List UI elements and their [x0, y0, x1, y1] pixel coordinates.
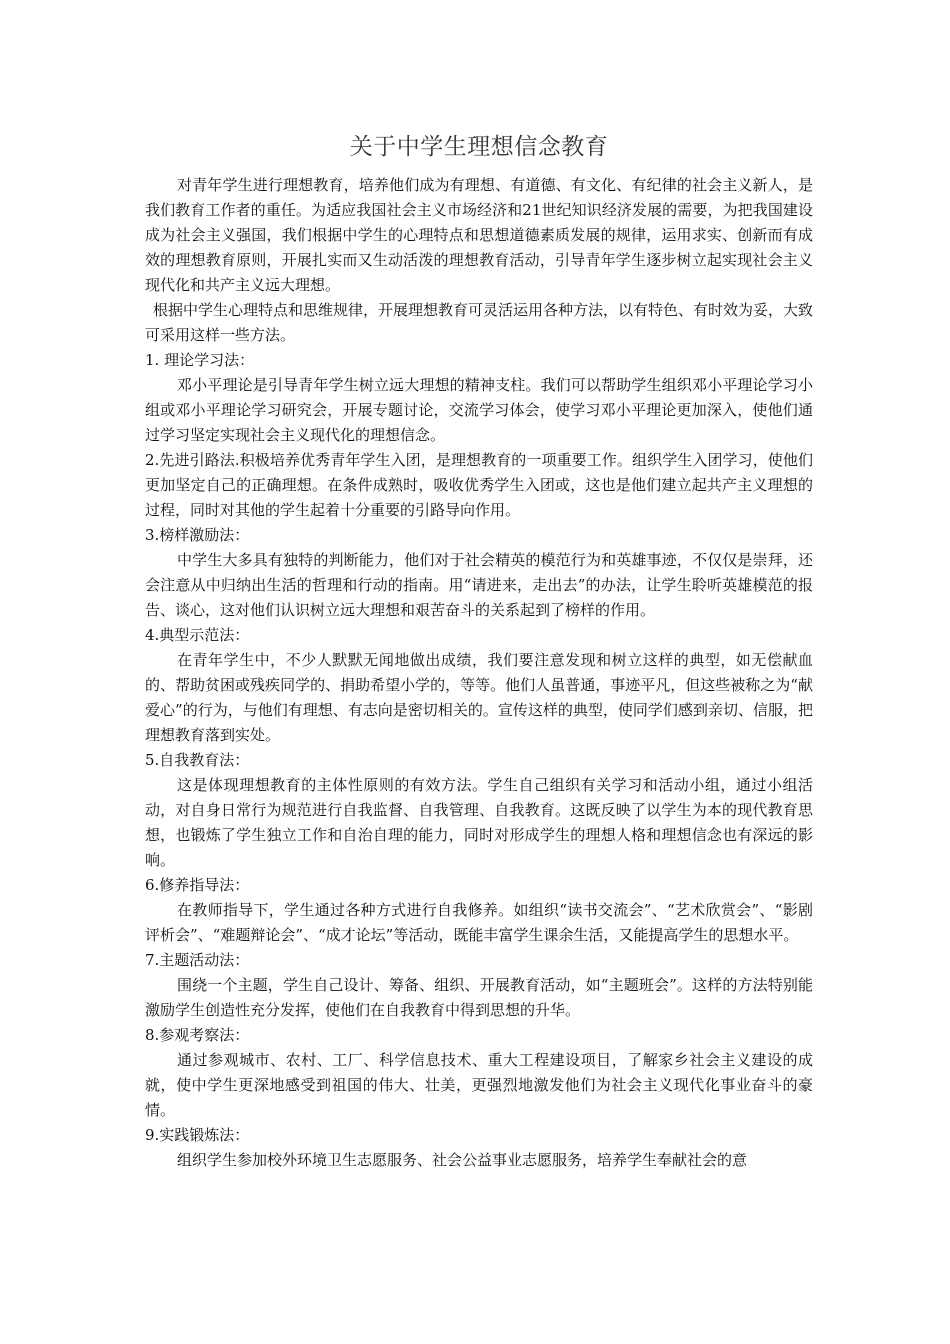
overview-paragraph: 根据中学生心理特点和思维规律，开展理想教育可灵活运用各种方法，以有特色、有时效为妥，大致可采用这样一些方法。 — [145, 301, 814, 344]
section-body: 围绕一个主题，学生自己设计、筹备、组织、开展教育活动，如“主题班会”。这样的方法特别能激励学生创造性充分发挥，使他们在自我教育中得到思想的升华。 — [145, 976, 813, 1019]
section-body: 通过参观城市、农村、工厂、科学信息技术、重大工程建设项目，了解家乡社会主义建设的成就，使中学生更深地感受到祖国的伟大、壮美，更强烈地激发他们为社会主义现代化事业奋斗的豪情。 — [145, 1051, 813, 1119]
section-heading: 8.参观考察法： — [145, 1026, 250, 1044]
document-page — [145, 128, 813, 1173]
section-body: 这是体现理想教育的主体性原则的有效方法。学生自己组织有关学习和活动小组，通过小组活动，对自身日常行为规范进行自我监督、自我管理、自我教育。这既反映了以学生为本的现代教育思想，也锻炼了学生独立工作和自治自理的能力，同时对形成学生的理想人格和理想信念也有深远的影响。 — [145, 776, 813, 869]
section-body: 在青年学生中，不少人默默无闻地做出成绩，我们要注意发现和树立这样的典型，如无偿献血的、帮助贫困或残疾同学的、捐助希望小学的，等等。他们人虽普通，事迹平凡，但这些被称之为“献爱心”的行为，与他们有理想、有志向是密切相关的。宣传这样的典型，使同学们感到亲切、信服，把理想教育落到实处。 — [145, 651, 813, 744]
section-heading: 1. 理论学习法： — [145, 351, 255, 369]
section-heading: 3.榜样激励法： — [145, 526, 250, 544]
section-heading: 6.修养指导法： — [145, 876, 250, 894]
section-heading: 5.自我教育法： — [145, 751, 250, 769]
section-body: 组织学生参加校外环境卫生志愿服务、社会公益事业志愿服务，培养学生奉献社会的意 — [177, 1151, 748, 1169]
section-body: 在教师指导下，学生通过各种方式进行自我修养。如组织“读书交流会”、“艺术欣赏会”、“影剧评析会”、“难题辩论会”、“成才论坛”等活动，既能丰富学生课余生活，又能提高学生的思想水平。 — [145, 901, 813, 944]
section-heading: 7.主题活动法： — [145, 951, 250, 969]
section-body: 邓小平理论是引导青年学生树立远大理想的精神支柱。我们可以帮助学生组织邓小平理论学习小组或邓小平理论学习研究会，开展专题讨论，交流学习体会，使学习邓小平理论更加深入，使他们通过学习坚定实现社会主义现代化的理想信念。 — [145, 376, 813, 444]
section-body: 中学生大多具有独特的判断能力，他们对于社会精英的模范行为和英雄事迹，不仅仅是崇拜，还会注意从中归纳出生活的哲理和行动的指南。用“请进来，走出去”的办法，让学生聆听英雄模范的报告、谈心，这对他们认识树立远大理想和艰苦奋斗的关系起到了榜样的作用。 — [145, 551, 813, 619]
section-heading: 2.先进引路法.积极培养优秀青年学生入团，是理想教育的一项重要工作。组织学生入团学习，使他们更加坚定自己的正确理想。在条件成熟时，吸收优秀学生入团或，这也是他们建立起共产主义理想的过程，同时对其他的学生起着十分重要的引路导向作用。 — [145, 451, 813, 519]
document-title: 关于中学生理想信念教育 — [349, 134, 609, 160]
section-heading: 9.实践锻炼法： — [145, 1126, 250, 1144]
section-heading: 4.典型示范法： — [145, 626, 250, 644]
intro-paragraph: 对青年学生进行理想教育，培养他们成为有理想、有道德、有文化、有纪律的社会主义新人，是我们教育工作者的重任。为适应我国社会主义市场经济和21世纪知识经济发展的需要，为把我国建设成为社会主义强国，我们根据中学生的心理特点和思想道德素质发展的规律，运用求实、创新而有成效的理想教育原则，开展扎实而又生动活泼的理想教育活动，引导青年学生逐步树立起实现社会主义现代化和共产主义远大理想。 — [145, 176, 813, 294]
